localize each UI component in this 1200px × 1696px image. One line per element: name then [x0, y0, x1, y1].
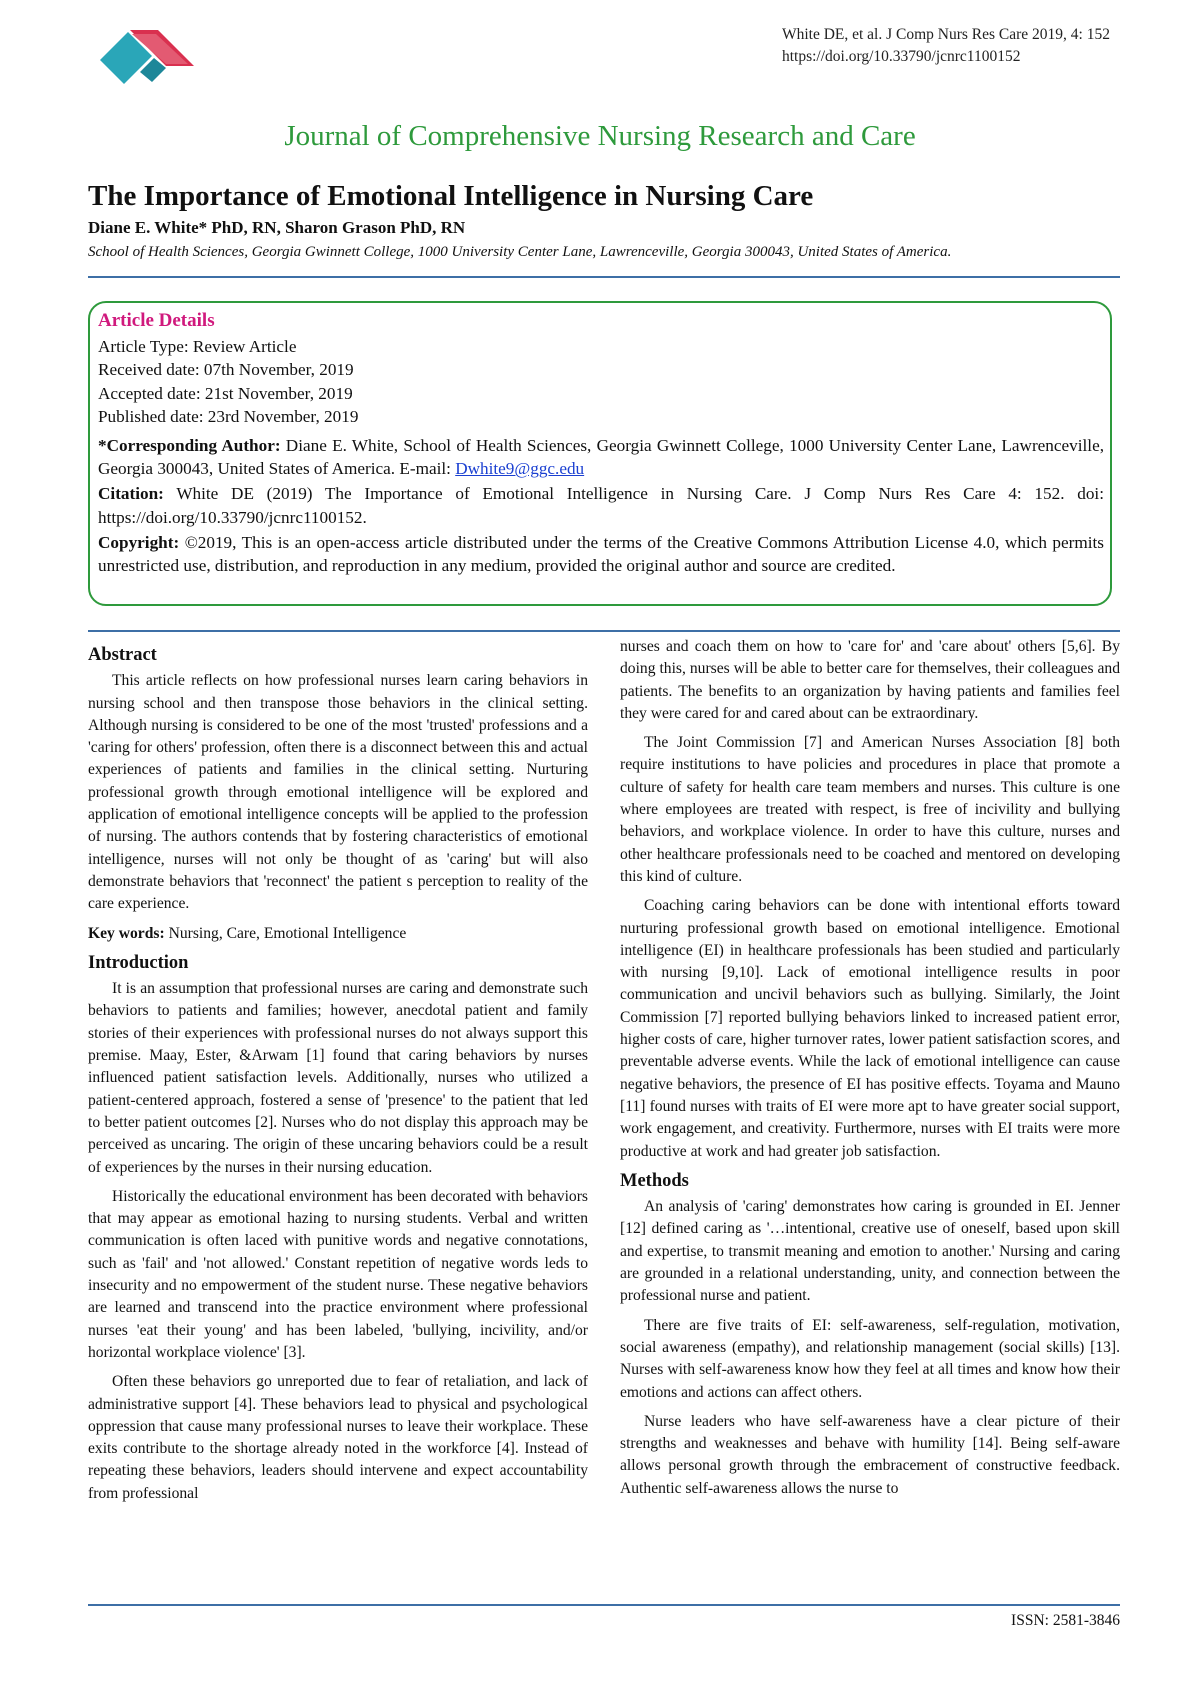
- keywords: [88, 923, 588, 945]
- journal-logo: [92, 20, 212, 92]
- header-divider: [88, 276, 1120, 278]
- keywords-label: Key words:: [88, 924, 165, 942]
- issn: ISSN: 2581-3846: [1011, 1612, 1120, 1629]
- paragraph: Often these behaviors go unreported due to fear of retaliation, and lack of administrative support [4]. These behaviors lead to physical and psychological oppression that cause many professional nurses to leave their workplace. These exits contribute to the shortage already noted in the workforce [4]. Instead of repeating these behaviors, leaders should intervene and expect accountability from professional: [88, 1373, 588, 1502]
- article-type: Article Type: Review Article: [98, 337, 297, 357]
- citation-label: Citation:: [98, 484, 164, 504]
- methods-heading: Methods: [620, 1170, 689, 1191]
- citation-header: [782, 24, 1110, 68]
- author-list: Diane E. White* PhD, RN, Sharon Grason PhD, RN: [88, 218, 466, 237]
- affiliation: School of Health Sciences, Georgia Gwinnett College, 1000 University Center Lane, Lawrenceville, Georgia 300043, United States of America.: [88, 244, 952, 260]
- paragraph: It is an assumption that professional nurses are caring and demonstrate such behaviors to patients and families; however, anecdotal patient and family stories of their experiences with professional nurses do not always support this premise. Maay, Ester, &Arwam [1] found that caring behaviors by nurses influenced patient satisfaction levels. Additionally, nurses who utilized a patient-centered approach, fostered a sense of 'presence' to the patient that led to better patient outcomes [2]. Nurses who do not display this approach may be perceived as uncaring. The origin of these uncaring behaviors could be a result of experiences by the nurses in their nursing education.: [88, 980, 588, 1176]
- copyright-block: [98, 531, 1104, 577]
- keywords-text: Nursing, Care, Emotional Intelligence: [164, 924, 407, 942]
- right-column: [620, 636, 1120, 1507]
- corresponding-author: [98, 434, 1104, 480]
- copyright-label: Copyright:: [98, 532, 180, 552]
- citation-line: White DE, et al. J Comp Nurs Res Care 2019, 4: 152: [781, 26, 1110, 43]
- abstract-text: This article reflects on how professional nurses learn caring behaviors in nursing school and then transpose those behaviors in the clinical setting. Although nursing is considered to be one of the most 'trusted' professions and a 'caring for others' profession, often there is a disconnect between this and actual experiences of patients and families in the clinical setting. Nurturing professional growth through emotional intelligence will be explored and application of emotional intelligence concepts will be applied to the profession of nursing. The authors contends that by fostering characteristics of emotional intelligence, nurses will not only be thought of as 'caring' but will also demonstrate behaviors that 'reconnect' the patient s perception to reality of the care experience.: [88, 672, 588, 913]
- copyright-text: ©2019, This is an open-access article distributed under the terms of the Creative Commons Attribution License 4.0, which permits unrestricted use, distribution, and reproduction in any medium, provided the original author and source are credited.: [98, 532, 1104, 576]
- paragraph: nurses and coach them on how to 'care for' and 'care about' others [5,6]. By doing this, nurses will be able to better care for themselves, their colleagues and patients. The benefits to an organization by having patients and families feel they were cared for and cared about can be extraordinary.: [620, 638, 1120, 722]
- corresponding-label: *Corresponding Author:: [98, 436, 281, 456]
- corresponding-text: Diane E. White, School of Health Sciences, Georgia Gwinnett College, 1000 University Center Lane, Lawrenceville, Georgia 300043, United States of America. E-mail:: [98, 436, 1105, 479]
- email-link[interactable]: Dwhite9@ggc.edu: [455, 459, 585, 479]
- paragraph: Coaching caring behaviors can be done with intentional efforts toward nurturing professional growth based on emotional intelligence. Emotional intelligence (EI) in healthcare professionals has been studied and particularly with nursing [9,10]. Lack of emotional intelligence results in poor communication and uncivil behaviors such as bullying. Similarly, the Joint Commission [7] reported bullying behaviors linked to increased patient error, higher costs of care, higher turnover rates, lower patient satisfaction scores, and preventable adverse events. While the lack of emotional intelligence can cause negative behaviors, the presence of EI has positive effects. Toyama and Mauno [11] found nurses with traits of EI were more apt to have greater social support, work engagement, and creativity. Furthermore, nurses with EI traits were more productive at work and had greater job satisfaction.: [620, 897, 1120, 1160]
- left-column: [88, 642, 588, 1512]
- details-heading: Article Details: [98, 310, 215, 331]
- citation-block: [98, 482, 1104, 528]
- doi-line[interactable]: https://doi.org/10.33790/jcnrc1100152: [781, 48, 1021, 65]
- article-title: The Importance of Emotional Intelligence in Nursing Care: [88, 180, 814, 212]
- footer-divider: [88, 1604, 1120, 1606]
- details-divider: [88, 630, 1120, 632]
- paragraph: Historically the educational environment has been decorated with behaviors that may appear as emotional hazing to nursing students. Verbal and written communication is often laced with punitive words and negative connotations, such as 'fail' and 'not allowed.' Constant repetition of negative words leds to insecurity and no empowerment of the student nurse. These negative behaviors are learned and transcend into the practice environment where professional nurses 'eat their young' and has been labeled, 'bullying, incivility, and/or horizontal workplace violence' [3].: [88, 1187, 588, 1361]
- accepted-date: Accepted date: 21st November, 2019: [98, 383, 353, 403]
- abstract-heading: Abstract: [88, 645, 157, 665]
- paragraph: The Joint Commission [7] and American Nurses Association [8] both require institutions to have policies and procedures in place that promote a culture of safety for health care team members and nurses. This culture is one where employees are treated with respect, is free of incivility and bullying behaviors, and workplace violence. In order to have this culture, nurses and other healthcare professionals need to be coached and mentored on developing this kind of culture.: [620, 734, 1120, 885]
- article-details-box: [88, 301, 1112, 606]
- paragraph: An analysis of 'caring' demonstrates how caring is grounded in EI. Jenner [12] defined caring as '…intentional, creative use of oneself, based upon skill and expertise, to transmit meaning and emotion to another.' Nursing and caring are grounded in a relational understanding, unity, and connection between the professional nurse and patient.: [620, 1198, 1120, 1305]
- published-date: Published date: 23rd November, 2019: [98, 406, 359, 426]
- received-date: Received date: 07th November, 2019: [98, 360, 354, 380]
- journal-name: Journal of Comprehensive Nursing Research and Care: [284, 120, 916, 152]
- introduction-heading: Introduction: [88, 952, 189, 973]
- paragraph: There are five traits of EI: self-awareness, self-regulation, motivation, social awareness (empathy), and relationship management (social skills) [13]. Nurses with self-awareness know how they feel at all times and know how their emotions and actions can affect others.: [620, 1316, 1120, 1401]
- citation-text: White DE (2019) The Importance of Emotional Intelligence in Nursing Care. J Comp Nurs Res Care 4: 152. doi: https://doi.org/10.33790/jcnrc1100152.: [98, 484, 1104, 527]
- paragraph: Nurse leaders who have self-awareness have a clear picture of their strengths and weaknesses and behave with humility [14]. Being self-aware allows personal growth through the embracement of constructive feedback. Authentic self-awareness allows the nurse to: [620, 1412, 1120, 1497]
